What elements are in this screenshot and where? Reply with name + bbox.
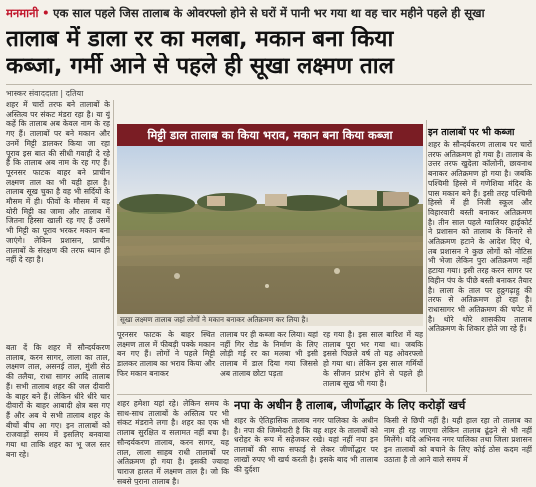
sidebar-heading: इन तालाबों पर भी कब्जा <box>428 127 515 138</box>
dry-pond-photo <box>117 146 423 314</box>
photo-title: मिट्टी डाल तालाब का किया भराव, मकान बना किया कब्जा <box>117 124 423 146</box>
middle-column-1: पूरनसर फाटक के बाहर स्थित लक्ष्मण ताल में फीबड़ी पक्के मकान बन गए हैं। लोगों ने पहले मिट्टी डालकर तालाब का भराव किया और फिर मकान बनाकर <box>117 330 215 378</box>
middle-column-2: तालाब पर ही कब्जा कर लिया। यहां नहीं गिर रोड के निर्माण के लिए लोड़ी गई रर का मलबा भी इसी तालाब में डाल दिया गया जिससे अब तालाब छोटा पड़ता <box>220 330 318 378</box>
main-headline <box>6 26 532 80</box>
middle-column-3: रह गया है। इस साल बारिश में यह तालाब पूरा भर गया था। जबकि इससे पिछले वर्ष तो यह ओवरफ्लो हो गया था। लेकिन इस साल गर्मियों के सीजन प्रारंभ होने से पहले ही तालाब सूख भी गया है। <box>323 330 423 388</box>
second-story-column-3: किसी से छिपी नहीं है। यही हाल रहा तो तालाब का नाम ही रह जाएगा लेकिन तालाब ढूंढ़ने से भी नहीं मिलेंगे। यदि अभिनव नगर पालिका तथा जिला प्रशासन इन तालाबों को बचाने के लिए कोई ठोस कदम नहीं उठाता है तो आने वाले समय में <box>384 416 532 464</box>
section-divider <box>117 394 532 395</box>
kicker-tag: मनमानी <box>6 6 39 20</box>
kicker-text: एक साल पहले जिस तालाब के ओवरफ्लो होने से घरों में पानी भर गया था वह चार महीने पहले ही सूखा <box>53 6 485 20</box>
column-divider-right <box>426 120 427 392</box>
sidebar-text: शहर के सौन्दर्यकरण तालाब पर चारों तरफ अतिक्रमण हो गया है। तालाब के उत्तर तरफ खुदेला कॉलोनी, छावनाथ बनाकर अतिक्रमण हो गया है। जबकि पश्चिमी हिस्से में गणेशिया मंदिर के पास मकान बने हैं। इसी तरह पश्चिमी हिस्से में ही निजी स्कूल और विहारवारी बस्ती बनाकर अतिक्रमण है। तीन साल पहले ग्वालियर हाईकोर्ट ने प्रशासन को तालाब के किनारे से अतिक्रमण हटाने के आदेश दिए थे, तब प्रशासन ने कुछ लोगों को नोटिस भी भेजा लेकिन पुरा अतिक्रमण नहीं हटाया गया। इसी तरह करन सागर पर विहीन पंप के पीछे बस्ती बनाकर तैयार है। लाला के ताल पर हठ्ठगढ़ाहु की तरफ से अतिक्रमण हो रहा है। राधासागर भी अतिक्रमण की चपेट में है। थोरे थोरे शासकीय तालाब अतिक्रमण के शिकार होते जा रहे हैं। <box>428 140 532 334</box>
byline: भास्कर संवाददाता | दतिया <box>6 89 84 98</box>
second-story-heading: नपा के अधीन है तालाब, जीर्णोद्धार के लिए करोड़ों खर्च <box>234 398 466 412</box>
second-story-column-2: शहर के ऐतिहासिक तालाब नगर पालिका के अधीन है। नपा की जिम्मेदारी है कि वह शहर के तालाबों को धरोहर के रूप में सहेजकर रखे। यहां नहीं नपा इन तालाबों की साफ सफाई से लेकर जीर्णोद्धार पर लाखों रुपए भी खर्च करती है। इसके बाद भी तालाब की दुर्दशा <box>234 416 378 474</box>
news-photo <box>117 146 423 314</box>
left-column-text-2: बता दें कि शहर में सौन्दर्यकरण तालाब, करन सागर, लाला का ताल, लक्ष्मण ताल, असनई ताल, मुंशी सेठ की तलैया, राधा सागर आदि तालाब हैं। सभी तालाब शहर की जल दीवारी के बाहर बने हैं। लेकिन धीरे धीरे चार दीवारों के बाहर आबादी क्षेत्र बस गए हैं और अब ये सभी तालाब शहर के बीचों बीच आ गए। इन तालाबों को राजवाड़ों समय में इसलिए बनवाया गया था ताकि शहर का भू जल स्तर बना रहे। <box>6 343 110 459</box>
left-column-text: शहर में चारों तरफ बने तालाबों के अस्तित्व पर संकट मंडरा रहा है। या यूं कहें कि तालाब अब केवल नाम के रह गए हैं। तालाबों पर बने मकान और उनमें मिट्टी डालकर किया जा रहा पूराव इस बात की सीधी गवाही दे रहे हैं कि तालाब अब नाम के रह गए हैं। पूरनसर फाटक बाहर बने प्राचीन लक्ष्मण ताल का भी यही हाल है। तालाब सूख चुका है वह भी सर्दियों के मौसम में ही। फीवों के मौसम में यह योरी मिट्टी का जामा और तालाब में जितना हिस्सा खाली रह गए हैं उसमें भी मिट्टी का पूराव भरकर मकान बना जाएंगे। लेकिन प्रशासन, प्राचीन तालाबों के संरक्षण की तरफ ध्यान ही नहीं दे रहा है। <box>6 100 110 265</box>
kicker-line <box>6 4 532 22</box>
headline-line-1: तालाब में डाला रर का मलबा, मकान बना किया <box>6 26 394 52</box>
second-story-column-1: शहर हमेशा यहां रहे। लेकिन समय के साथ-साथ तालाबों के अस्तित्व पर भी संकट मंडराने लगा है। शहर का एक भी तालाब सुरक्षित व सलामत नहीं बचा है। सौन्दर्यकरण तालाब, करन सागर, यह ताल, लाला साहब राधी तालाबों पर अतिक्रमण हो गया है। इसकी ज्यादा चाराज हालत में लक्ष्मण ताल है। जो कि सबसे पुराना तालाब है। <box>117 399 229 485</box>
photo-caption: सूखा लक्ष्मण तालाब जहां लोगों ने मकान बनाकर अतिक्रमण कर लिया है। <box>117 314 423 326</box>
headline-divider <box>6 84 532 85</box>
kicker-bullet: • <box>42 6 50 20</box>
headline-line-2: कब्जा, गर्मी आने से पहले ही सूखा लक्ष्मण ताल <box>6 53 394 79</box>
column-divider-left <box>113 100 114 480</box>
